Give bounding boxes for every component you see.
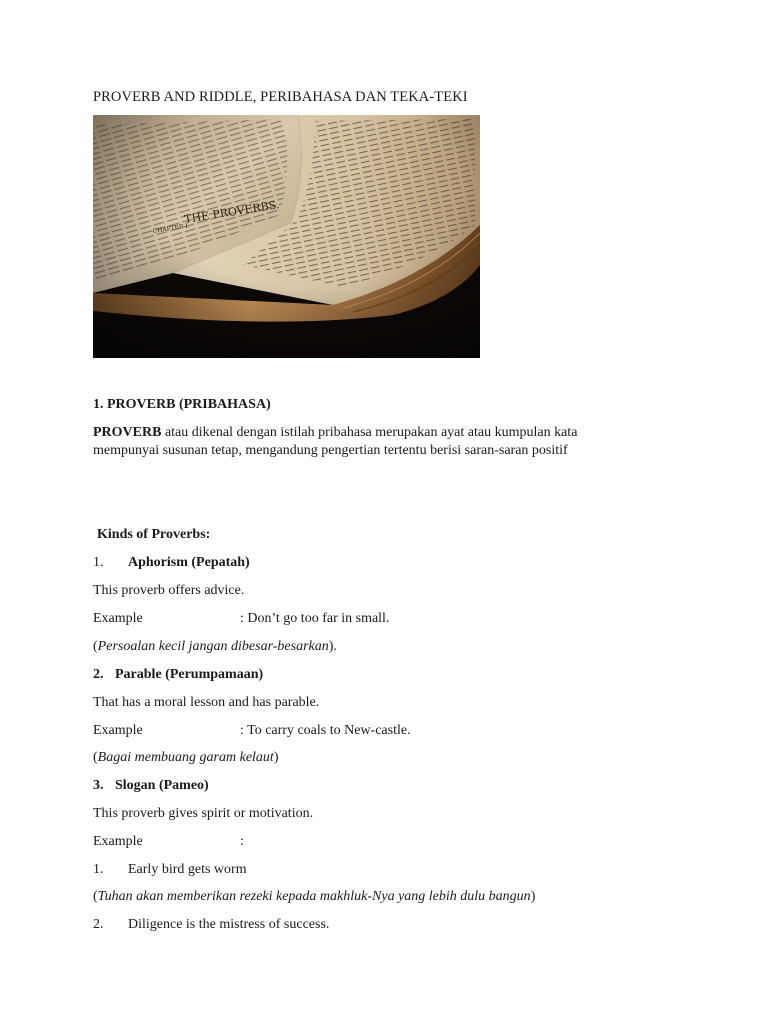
aphorism-example (93, 610, 389, 628)
paren-close: ) (273, 750, 279, 765)
slogan-label: Slogan (Pameo) (115, 778, 209, 793)
slogan-item-translation (93, 888, 535, 906)
slogan-item-number: 1. (93, 862, 104, 877)
slogan-item (93, 861, 247, 879)
document-title: PROVERB AND RIDDLE, PERIBAHASA DAN TEKA-TEKI (93, 89, 468, 105)
slogan-example (93, 833, 244, 851)
parable-title (93, 666, 263, 684)
slogan-item-translation-text: Tuhan akan memberikan rezeki kepada makhluk-Nya yang lebih dulu bangun (97, 889, 531, 904)
slogan-desc: This proverb gives spirit or motivation. (93, 806, 314, 821)
slogan-item-text: Diligence is the mistress of success. (128, 917, 330, 932)
parable-example-label: Example (93, 723, 143, 738)
parable-example-text: : To carry coals to New-castle. (240, 723, 411, 738)
section1-intro-line1 (93, 424, 577, 442)
aphorism-label: Aphorism (Pepatah) (128, 555, 250, 570)
kinds-heading: Kinds of Proverbs: (97, 527, 211, 542)
slogan-example-text: : (240, 834, 244, 849)
slogan-item (93, 916, 329, 934)
parable-example (93, 722, 411, 740)
slogan-number: 3. (93, 778, 104, 793)
aphorism-example-label: Example (93, 611, 143, 626)
parable-number: 2. (93, 667, 104, 682)
aphorism-desc: This proverb offers advice. (93, 583, 245, 598)
section1-heading: 1. PROVERB (PRIBAHASA) (93, 397, 271, 412)
paren-open: ( (93, 889, 98, 904)
intro-bold-term: PROVERB (93, 425, 162, 440)
paren-close: ) (530, 889, 536, 904)
paren-close: ). (328, 639, 337, 654)
paren-open: ( (93, 750, 98, 765)
open-bible-photo (93, 115, 480, 358)
paren-open: ( (93, 639, 98, 654)
aphorism-translation (93, 638, 337, 656)
slogan-item-text: Early bird gets worm (128, 862, 247, 877)
parable-translation-text: Bagai membuang garam kelaut (97, 750, 274, 765)
aphorism-title (93, 554, 250, 572)
section1-intro-line2: mempunyai susunan tetap, mengandung pengertian tertentu berisi saran-saran positif (93, 443, 568, 458)
parable-translation (93, 749, 279, 767)
intro-text-1: atau dikenal dengan istilah pribahasa merupakan ayat atau kumpulan kata (161, 425, 578, 440)
slogan-title (93, 777, 209, 795)
parable-desc: That has a moral lesson and has parable. (93, 695, 320, 710)
aphorism-example-text: : Don’t go too far in small. (240, 611, 390, 626)
slogan-item-number: 2. (93, 917, 104, 932)
parable-label: Parable (Perumpamaan) (115, 667, 264, 682)
aphorism-translation-text: Persoalan kecil jangan dibesar-besarkan (97, 639, 329, 654)
aphorism-number: 1. (93, 555, 104, 570)
slogan-example-label: Example (93, 834, 143, 849)
